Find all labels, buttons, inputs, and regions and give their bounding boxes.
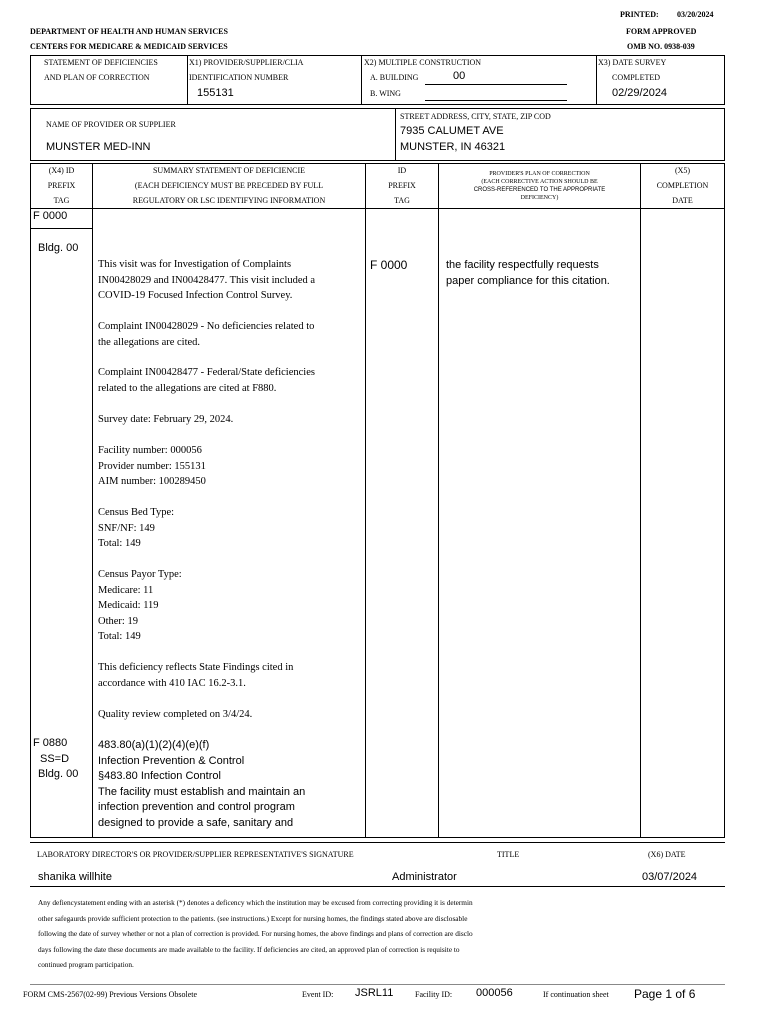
id-label: ID — [397, 166, 407, 175]
statement-label: STATEMENT OF DEFICIENCIES — [44, 58, 158, 67]
facility-numbers-paragraph — [98, 443, 348, 490]
signature-label: LABORATORY DIRECTOR'S OR PROVIDER/SUPPLIER REPRESENTATIVE'S SIGNATURE — [37, 850, 354, 859]
x4-prefix-label: PREFIX — [47, 181, 76, 190]
provider-name-label: NAME OF PROVIDER OR SUPPLIER — [46, 120, 176, 129]
summary-header-line2: (EACH DEFICIENCY MUST BE PRECEDED BY FULL — [134, 181, 324, 190]
quality-review-paragraph — [98, 707, 348, 723]
address-line2: MUNSTER, IN 46321 — [400, 141, 506, 153]
printed-date: 03/20/2024 — [677, 10, 714, 19]
disclaimer-line: continued program participation. — [38, 960, 134, 969]
text-line: the allegations are cited. — [98, 336, 201, 348]
plan-header-line1: PROVIDER'S PLAN OF CORRECTION — [489, 171, 590, 177]
text-line: §483.80 Infection Control — [98, 770, 221, 782]
f880-regulation-text — [98, 738, 305, 831]
plan-header-line2: (EACH CORRECTIVE ACTION SHOULD BE — [481, 179, 598, 185]
text-line: This visit was for Investigation of Complaints — [98, 259, 292, 270]
plan-header-line4: DEFICIENCY) — [520, 195, 559, 201]
id-tag-label: TAG — [394, 196, 410, 205]
census-bed-paragraph — [98, 505, 348, 552]
text-line: related to the allegations are cited at F880. — [98, 382, 277, 394]
form-id: FORM CMS-2567(02-99) Previous Versions Obsolete — [23, 990, 198, 999]
continuation-label: If continuation sheet — [543, 990, 609, 999]
complaint-1-paragraph — [98, 319, 348, 350]
text-line: COVID-19 Focused Infection Control Survey. — [98, 290, 293, 301]
text-line: Medicare: 11 — [98, 584, 154, 596]
provider-id-label: X1) PROVIDER/SUPPLIER/CLIA — [189, 58, 304, 67]
text-line: AIM number: 100289450 — [98, 476, 206, 487]
plan-header-line3: CROSS-REFERENCED TO THE APPROPRIATE — [473, 187, 606, 193]
completed-label: COMPLETED — [612, 73, 660, 82]
text-line: infection prevention and control program — [98, 801, 295, 813]
text-line: Facility number: 000056 — [98, 445, 202, 456]
text-line: Quality review completed on 3/4/24. — [98, 709, 253, 720]
text-line: Complaint IN00428029 - No deficiencies related to — [98, 321, 315, 332]
text-line: accordance with 410 IAC 16.2-3.1. — [98, 677, 246, 689]
address-label: STREET ADDRESS, CITY, STATE, ZIP COD — [400, 112, 551, 121]
text-line: paper compliance for this citation. — [446, 274, 610, 287]
printed-label: PRINTED: — [620, 10, 659, 19]
plan-tag-f0000: F 0000 — [370, 258, 408, 272]
x4-id-label: (X4) ID — [48, 166, 75, 175]
cms-title: CENTERS FOR MEDICARE & MEDICAID SERVICES — [30, 42, 228, 51]
text-line: Complaint IN00428477 - Federal/State deficiencies — [98, 367, 315, 378]
text-line: the facility respectfully requests — [446, 259, 599, 271]
text-line: Provider number: 155131 — [98, 460, 206, 472]
summary-header-line3: REGULATORY OR LSC IDENTIFYING INFORMATION — [132, 196, 326, 205]
disclaimer-line: following the date of survey whether or not a plan of correction is provided. For nursing homes, the above findings and plans of correction are disclo — [38, 929, 473, 938]
disclaimer-line: Any defiencystatement ending with an asterisk (*) denotes a deficency which the institution may be excused from correcting providing it is determin — [38, 898, 473, 907]
id-prefix-label: PREFIX — [388, 181, 416, 190]
facility-id-label: Facility ID: — [415, 990, 453, 999]
scope-severity: SS=D — [40, 753, 70, 765]
date-survey-value: 02/29/2024 — [612, 87, 668, 99]
bldg-label-2: Bldg. 00 — [38, 768, 79, 780]
text-line: Census Bed Type: — [98, 507, 175, 518]
census-payor-paragraph — [98, 567, 348, 645]
tag-f0880: F 0880 — [33, 737, 68, 749]
title-label: TITLE — [497, 850, 520, 859]
page-number: Page 1 of 6 — [634, 987, 696, 1001]
plan-of-correction-text — [446, 258, 610, 289]
x5-label: (X5) — [674, 166, 691, 175]
disclaimer-line: other safegaurds provide sufficient protection to the patients. (see instructions.) Except for nursing homes, the findings stated above are disclosable — [38, 913, 468, 923]
text-line: IN00428029 and IN00428477. This visit included a — [98, 274, 316, 286]
identification-number-label: IDENTIFICATION NUMBER — [189, 73, 289, 82]
signature-date: 03/07/2024 — [642, 871, 698, 883]
x4-tag-label: TAG — [53, 196, 70, 205]
date-survey-label: X3) DATE SURVEY — [598, 58, 667, 67]
text-line: This deficiency reflects State Findings cited in — [98, 662, 294, 673]
disclaimer-line: days following the date these documents are made available to the facility. If deficiencies are cited, an approved plan of correction is requisite to — [38, 944, 460, 954]
survey-date-paragraph — [98, 412, 348, 428]
event-id-label: Event ID: — [302, 990, 334, 999]
x5-completion-label: COMPLETION — [656, 181, 709, 190]
state-findings-paragraph — [98, 660, 348, 691]
multiple-construction-label: X2) MULTIPLE CONSTRUCTION — [364, 58, 482, 67]
provider-id-value: 155131 — [197, 87, 234, 99]
visit-paragraph — [98, 257, 348, 304]
form-approved: FORM APPROVED — [626, 27, 697, 36]
disclaimer — [38, 895, 473, 973]
address-line1: 7935 CALUMET AVE — [400, 125, 504, 137]
event-id-value: JSRL11 — [355, 987, 394, 999]
text-line: The facility must establish and maintain an — [98, 785, 306, 798]
signer-title: Administrator — [392, 871, 457, 883]
text-line: Total: 149 — [98, 631, 141, 642]
text-line: Other: 19 — [98, 615, 138, 627]
facility-id-value: 000056 — [476, 987, 513, 999]
building-label: A. BUILDING — [370, 73, 419, 82]
x5-date-label: DATE — [672, 196, 693, 205]
complaint-2-paragraph — [98, 365, 348, 396]
text-line: Census Payor Type: — [98, 569, 182, 580]
omb-number: OMB NO. 0938-039 — [627, 42, 695, 51]
x6-date-label: (X6) DATE — [648, 850, 686, 859]
text-line: Survey date: February 29, 2024. — [98, 414, 234, 425]
bldg-label-1: Bldg. 00 — [38, 242, 79, 254]
plan-of-correction-label: AND PLAN OF CORRECTION — [44, 73, 150, 82]
text-line: designed to provide a safe, sanitary and — [98, 816, 294, 829]
provider-name-value: MUNSTER MED-INN — [46, 141, 151, 153]
summary-header-line1: SUMMARY STATEMENT OF DEFICIENCIE — [152, 166, 306, 175]
text-line: Total: 149 — [98, 538, 141, 549]
text-line: Infection Prevention & Control — [98, 754, 245, 767]
signer-name: shanika willhite — [38, 871, 112, 883]
text-line: 483.80(a)(1)(2)(4)(e)(f) — [98, 739, 210, 751]
dept-title: DEPARTMENT OF HEALTH AND HUMAN SERVICES — [30, 27, 228, 36]
tag-f0000: F 0000 — [33, 210, 68, 222]
building-value: 00 — [453, 70, 466, 82]
text-line: Medicaid: 119 — [98, 600, 159, 611]
wing-label: B. WING — [370, 89, 401, 98]
text-line: SNF/NF: 149 — [98, 522, 155, 534]
